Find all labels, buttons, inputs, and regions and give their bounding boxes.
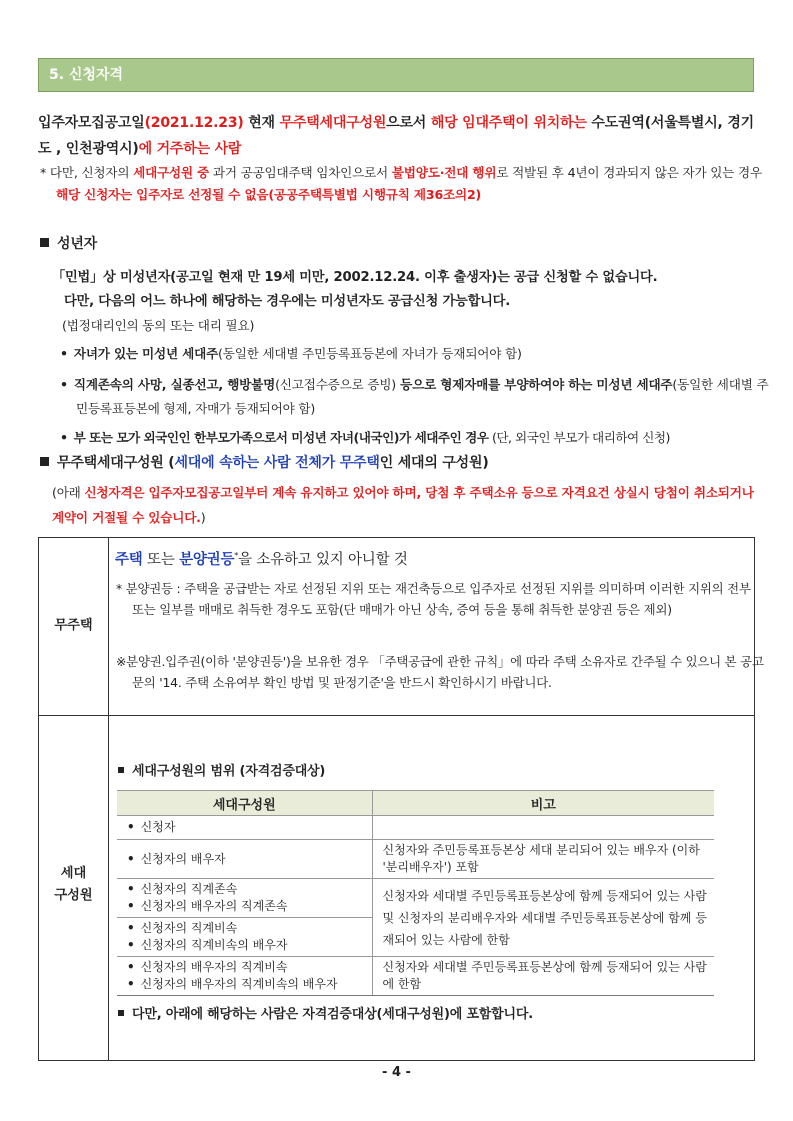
bullet-dot-icon: •	[60, 346, 68, 361]
note-highlight: 세대구성원 중	[133, 165, 210, 180]
row-label-text: 세대	[60, 866, 87, 881]
adult-bullet-1	[60, 343, 772, 365]
table-row	[117, 879, 714, 918]
table-divider	[39, 715, 754, 716]
member-item: 신청자	[140, 820, 176, 834]
condition-text: 또는	[142, 551, 180, 568]
bullet-bold: 자녀가 있는 미성년 세대주	[73, 346, 219, 361]
member-item: 신청자의 직계존속	[140, 882, 238, 896]
presale-warning	[116, 651, 764, 693]
consent-note-text: (법정대리인의 동의 또는 대리 필요)	[62, 318, 255, 333]
remark-cell: 신청자와 세대별 주민등록표등본상에 함께 등재되어 있는 사람 및 신청자의 분리배우자와 세대별 주민등록표등본상에 함께 등재되어 있는 사람에 한함	[372, 879, 714, 957]
member-item: 신청자의 직계비속의 배우자	[140, 938, 288, 952]
household-heading	[40, 451, 756, 475]
member-item: 신청자의 직계비속	[140, 921, 238, 935]
household-warning	[52, 480, 758, 530]
bullet-dot-icon: •	[127, 960, 135, 974]
condition-text: 을 소유하고 있지 아니할 것	[238, 551, 408, 568]
square-bullet-icon	[118, 767, 124, 773]
bullet-text: (신고접수증으로 증빙)	[275, 377, 396, 392]
household-heading-text: (	[163, 455, 175, 471]
row-label-household	[39, 863, 108, 907]
footnote-mark: *	[234, 551, 239, 560]
section-header	[38, 58, 754, 92]
bullet-dot-icon: •	[127, 938, 135, 952]
table-row	[117, 840, 714, 879]
bullet-text: (단, 외국인 부모가 대리하여 신청)	[488, 430, 670, 445]
square-bullet-icon	[118, 1010, 124, 1016]
square-bullet-icon	[40, 457, 49, 466]
intro-text: 으로서	[386, 115, 431, 131]
member-range-footer-text: 다만, 아래에 해당하는 사람은 자격검증대상(세대구성원)에 포함합니다.	[132, 1007, 533, 1022]
adult-heading-text: 성년자	[57, 236, 97, 252]
table-row	[117, 957, 714, 996]
member-item: 신청자의 배우자의 직계비속	[140, 960, 288, 974]
household-heading-text: )	[482, 455, 489, 471]
note-text: 과거 공공임대주택 임차인으로서	[209, 165, 392, 180]
bullet-dot-icon: •	[127, 921, 135, 935]
row-label-no-house	[39, 615, 108, 637]
intro-highlight: 무주택세대구성원	[279, 115, 387, 131]
no-house-condition	[115, 544, 408, 572]
adult-rule	[52, 266, 758, 314]
bullet-dot-icon: •	[127, 899, 135, 913]
adult-heading	[40, 232, 97, 256]
note-highlight: 불법양도·전대 행위	[391, 165, 497, 180]
condition-highlight: 주택	[115, 551, 143, 568]
bullet-dot-icon: •	[60, 430, 68, 445]
member-range-heading	[118, 760, 325, 784]
col-header-remark: 비고	[372, 791, 714, 816]
table-divider	[108, 538, 109, 1060]
presale-note-text: * 분양권등 : 주택을 공급받는 자로 선정된 지위 또는 재건축등으로 입주자로 선정된 지위를 의미하며 이러한 지위의 전부 또는 일부를 매매로 취득한 경우도 포함(단 매매가 아닌 상속, 증여 등을 통해 취득한 분양권 등은 제외)	[116, 581, 751, 617]
household-highlight: 세대에 속하는 사람 전체가 무주택	[174, 455, 380, 471]
member-range-footer	[118, 1003, 533, 1027]
bullet-dot-icon: •	[60, 377, 68, 392]
intro-text: 현재	[243, 115, 280, 131]
row-label-text: 무주택	[54, 618, 93, 633]
member-item: 신청자의 배우자의 직계비속의 배우자	[140, 977, 338, 991]
adult-consent-note	[62, 315, 254, 337]
bullet-bold: 등으로 형제자매를 부양하여야 하는 미성년 세대주	[396, 377, 673, 392]
bullet-text: (동일한 세대별 주민등록표등본에 자녀가 등재되어야 함)	[218, 346, 522, 361]
bullet-bold: 부 또는 모가 외국인인 한부모가족으로서 미성년 자녀(내국인)가 세대주인 경우	[73, 430, 489, 445]
bullet-dot-icon: •	[127, 820, 135, 834]
bullet-bold: 직계존속의 사망, 실종선고, 행방불명	[73, 377, 276, 392]
bullet-dot-icon: •	[127, 882, 135, 896]
warning-highlight: 신청자격은 입주자모집공고일부터 계속 유지하고 있어야 하며, 당첨 후 주택소유 등으로 자격요건 상실시 당첨이 취소되거나 계약이 거절될 수 있습니다.	[52, 485, 754, 525]
bullet-text: (동일한 세대별 주민등록표등본에 형제, 자매가 등재되어야 함)	[76, 377, 769, 416]
eligibility-table	[38, 537, 764, 1061]
intro-text: 입주자모집공고일	[38, 115, 145, 131]
remark-cell: 신청자와 세대별 주민등록표등본상에 함께 등재되어 있는 사람에 한함	[372, 957, 714, 996]
adult-bullet-2	[60, 373, 772, 421]
table-row	[117, 816, 714, 840]
col-header-member: 세대구성원	[117, 791, 372, 816]
page-number: - 4 -	[382, 1065, 411, 1080]
adult-bullet-3	[60, 427, 776, 449]
condition-highlight: 분양권등	[179, 551, 235, 568]
presale-warning-text: ※분양권.입주권(이하 '분양권등')을 보유한 경우 「주택공급에 관한 규칙」에 따라 주택 소유자로 간주될 수 있으니 본 공고문의 '14. 주택 소유여부 확인 방법 및 판정기준'을 반드시 확인하시기 바랍니다.	[116, 654, 764, 690]
remark-cell: 신청자와 주민등록표등본상 세대 분리되어 있는 배우자 (이하 '분리배우자') 포함	[372, 840, 714, 879]
member-range-heading-text: 세대구성원의 범위 (자격검증대상)	[132, 764, 326, 779]
intro-date: (2021.12.23)	[144, 115, 244, 131]
adult-rule-line: 「민법」상 미성년자(공고일 현재 만 19세 미만, 2002.12.24. 이후 출생자)는 공급 신청할 수 없습니다.	[52, 270, 658, 285]
presale-note	[116, 578, 764, 620]
intro-highlight: 에 거주하는 사람	[138, 141, 242, 157]
household-heading-text: 무주택세대구성원	[57, 455, 164, 471]
member-range-table	[117, 790, 714, 996]
member-item: 신청자의 배우자의 직계존속	[140, 899, 288, 913]
member-item: 신청자의 배우자	[140, 851, 226, 866]
warning-text: (아래	[52, 485, 85, 500]
note-text: 로 적발된 후 4년이 경과되지 않은 자가 있는 경우	[496, 165, 762, 180]
bullet-dot-icon: •	[127, 977, 135, 991]
eligibility-note	[40, 162, 772, 206]
intro-text: 수도권역(서울특별시, 경기도 , 인천광역시)	[38, 115, 754, 157]
note-text: * 다만, 신청자의	[40, 165, 134, 180]
bullet-dot-icon: •	[127, 851, 135, 866]
intro-highlight: 해당 임대주택이 위치하는	[430, 115, 587, 131]
row-label-text: 구성원	[54, 888, 93, 903]
eligibility-intro	[38, 110, 756, 162]
warning-text: )	[200, 510, 206, 525]
square-bullet-icon	[40, 238, 49, 247]
remark-cell	[372, 816, 714, 840]
section-title: 5. 신청자격	[49, 67, 124, 83]
note-highlight: 해당 신청자는 입주자로 선정될 수 없음(공공주택특별법 시행규칙 제36조의2)	[56, 187, 482, 202]
household-heading-text: 인 세대의 구성원	[379, 455, 483, 471]
adult-rule-line: 다만, 다음의 어느 하나에 해당하는 경우에는 미성년자도 공급신청 가능합니다.	[64, 294, 510, 309]
